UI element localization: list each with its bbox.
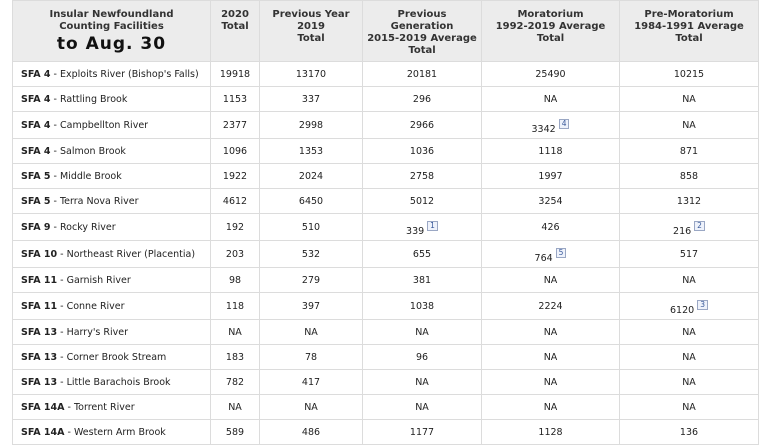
- river-name: - Salmon Brook: [50, 145, 126, 157]
- cell-value: 2966: [409, 119, 435, 131]
- river-name: - Exploits River (Bishop's Falls): [50, 68, 199, 80]
- cell-value: 517: [679, 248, 699, 260]
- facility-name-cell: [13, 164, 211, 189]
- value-2019-cell: [260, 293, 363, 320]
- sfa-code: SFA 13: [21, 376, 58, 388]
- value-2020-cell: [211, 320, 260, 345]
- col-header-moratorium: [482, 1, 620, 62]
- sfa-code: SFA 4: [21, 119, 51, 131]
- cell-value: NA: [304, 326, 318, 338]
- facility-name-cell: [13, 268, 211, 293]
- value-2019-cell: [260, 139, 363, 164]
- value-prev-gen-cell: [363, 164, 482, 189]
- value-2020-cell: [211, 420, 260, 445]
- value-2020-cell: [211, 370, 260, 395]
- value-moratorium-cell: [482, 241, 620, 268]
- value-prev-gen-cell: [363, 320, 482, 345]
- facility-name-cell: [13, 420, 211, 445]
- value-pre-moratorium-cell: [620, 293, 759, 320]
- col-premoratorium-line1: Pre-Moratorium: [644, 9, 734, 20]
- value-2019-cell: [260, 112, 363, 139]
- river-name: - Conne River: [57, 300, 125, 312]
- cell-value: 20181: [406, 68, 438, 80]
- cell-value: 417: [301, 376, 321, 388]
- cell-value: 4612: [222, 195, 248, 207]
- col-moratorium-line3: Total: [536, 33, 565, 44]
- cell-value: 339: [406, 226, 425, 237]
- cell-value: NA: [682, 119, 696, 131]
- footnote-link[interactable]: 2: [694, 221, 705, 231]
- value-moratorium-cell: [482, 320, 620, 345]
- facility-name-cell: [13, 395, 211, 420]
- cell-value: 2024: [298, 170, 324, 182]
- cell-value: 2758: [409, 170, 435, 182]
- cell-value: NA: [543, 351, 558, 363]
- value-2020-cell: [211, 164, 260, 189]
- sfa-code: SFA 5: [21, 195, 51, 207]
- value-2020-cell: [211, 293, 260, 320]
- cell-value: 858: [679, 170, 699, 182]
- cell-value: 6450: [298, 195, 324, 207]
- sfa-code: SFA 13: [21, 326, 58, 338]
- value-2019-cell: [260, 320, 363, 345]
- value-moratorium-cell: [482, 268, 620, 293]
- value-pre-moratorium-cell: [620, 241, 759, 268]
- col-premoratorium-line3: Total: [675, 33, 703, 44]
- value-moratorium-cell: [482, 87, 620, 112]
- value-moratorium-cell: [482, 62, 620, 87]
- col-2020-line1: 2020: [221, 9, 249, 20]
- value-pre-moratorium-cell: [620, 139, 759, 164]
- cell-value: 1177: [409, 426, 435, 438]
- col-prev-gen-line2: 2015-2019 Average: [367, 33, 477, 44]
- table-row: [13, 189, 759, 214]
- value-pre-moratorium-cell: [620, 87, 759, 112]
- river-name: - Harry's River: [57, 326, 129, 338]
- value-pre-moratorium-cell: [620, 345, 759, 370]
- cell-value: 203: [225, 248, 245, 260]
- cell-value: 2377: [222, 119, 248, 131]
- value-2019-cell: [260, 214, 363, 241]
- table-row: [13, 395, 759, 420]
- river-name: - Corner Brook Stream: [57, 351, 167, 363]
- table-body: [13, 62, 759, 445]
- value-moratorium-cell: [482, 139, 620, 164]
- facility-name-cell: [13, 87, 211, 112]
- river-name: - Northeast River (Placentia): [57, 248, 196, 260]
- value-moratorium-cell: [482, 164, 620, 189]
- value-2019-cell: [260, 345, 363, 370]
- sfa-code: SFA 13: [21, 351, 58, 363]
- facility-name-cell: [13, 370, 211, 395]
- value-2020-cell: [211, 87, 260, 112]
- value-2020-cell: [211, 345, 260, 370]
- facility-name-cell: [13, 241, 211, 268]
- cell-value: 486: [301, 426, 321, 438]
- table-row: [13, 268, 759, 293]
- value-prev-gen-cell: [363, 370, 482, 395]
- cell-value: NA: [415, 326, 429, 338]
- cell-value: 6120: [670, 305, 695, 316]
- footnote-link[interactable]: 4: [559, 119, 570, 129]
- value-moratorium-cell: [482, 395, 620, 420]
- river-name: - Torrent River: [64, 401, 135, 413]
- col-moratorium-line2: 1992-2019 Average: [495, 21, 606, 32]
- cell-value: 532: [301, 248, 321, 260]
- facility-name-cell: [13, 62, 211, 87]
- value-pre-moratorium-cell: [620, 214, 759, 241]
- value-prev-gen-cell: [363, 139, 482, 164]
- col-premoratorium-line2: 1984-1991 Average: [634, 21, 744, 32]
- cell-value: 3342: [531, 124, 556, 135]
- cell-value: 764: [534, 253, 553, 264]
- cell-value: 510: [301, 221, 321, 233]
- cell-value: NA: [543, 274, 558, 286]
- value-pre-moratorium-cell: [620, 395, 759, 420]
- value-2020-cell: [211, 268, 260, 293]
- value-moratorium-cell: [482, 370, 620, 395]
- value-pre-moratorium-cell: [620, 164, 759, 189]
- value-moratorium-cell: [482, 189, 620, 214]
- value-moratorium-cell: [482, 214, 620, 241]
- river-name: - Campbellton River: [50, 119, 149, 131]
- cell-value: 192: [225, 221, 245, 233]
- cell-value: NA: [228, 326, 242, 338]
- table-row: [13, 87, 759, 112]
- cell-value: 426: [541, 221, 560, 233]
- facility-name-cell: [13, 139, 211, 164]
- cell-value: 1353: [298, 145, 324, 157]
- sfa-code: SFA 4: [21, 68, 51, 80]
- value-2019-cell: [260, 395, 363, 420]
- sfa-code: SFA 4: [21, 93, 51, 105]
- col-header-previous-generation: [363, 1, 482, 62]
- cell-value: 19918: [219, 68, 251, 80]
- river-name: - Rattling Brook: [50, 93, 128, 105]
- cell-value: 2998: [298, 119, 324, 131]
- value-prev-gen-cell: [363, 112, 482, 139]
- footnote-link[interactable]: 1: [427, 221, 438, 231]
- value-2020-cell: [211, 139, 260, 164]
- value-pre-moratorium-cell: [620, 268, 759, 293]
- value-2020-cell: [211, 189, 260, 214]
- cell-value: 1036: [409, 145, 435, 157]
- cell-value: 3254: [538, 195, 563, 207]
- cell-value: NA: [543, 376, 558, 388]
- cell-value: 2224: [538, 300, 563, 312]
- sfa-code: SFA 9: [21, 221, 51, 233]
- table-row: [13, 370, 759, 395]
- salmon-count-table: [12, 0, 759, 445]
- table-row: [13, 293, 759, 320]
- cell-value: NA: [543, 93, 558, 105]
- footnote-link[interactable]: 5: [556, 248, 567, 258]
- value-2020-cell: [211, 241, 260, 268]
- cell-value: NA: [543, 326, 558, 338]
- table-row: [13, 345, 759, 370]
- facility-name-cell: [13, 345, 211, 370]
- cell-value: NA: [415, 401, 429, 413]
- facility-name-cell: [13, 214, 211, 241]
- cell-value: NA: [682, 326, 696, 338]
- cell-value: NA: [682, 376, 696, 388]
- col-prev-year-line1: Previous Year: [272, 9, 350, 20]
- value-moratorium-cell: [482, 420, 620, 445]
- col-moratorium-line1: Moratorium: [517, 9, 584, 20]
- value-pre-moratorium-cell: [620, 62, 759, 87]
- cell-value: 78: [304, 351, 318, 363]
- value-pre-moratorium-cell: [620, 370, 759, 395]
- value-pre-moratorium-cell: [620, 320, 759, 345]
- table-row: [13, 214, 759, 241]
- value-moratorium-cell: [482, 112, 620, 139]
- cell-value: 1128: [538, 426, 563, 438]
- river-name: - Terra Nova River: [50, 195, 139, 207]
- cell-value: 337: [301, 93, 321, 105]
- cell-value: 183: [225, 351, 245, 363]
- cell-value: 296: [412, 93, 432, 105]
- value-2019-cell: [260, 164, 363, 189]
- value-prev-gen-cell: [363, 268, 482, 293]
- cell-value: 1312: [676, 195, 702, 207]
- cell-value: 279: [301, 274, 321, 286]
- cell-value: 871: [679, 145, 699, 157]
- cell-value: 5012: [409, 195, 435, 207]
- cell-value: NA: [682, 93, 696, 105]
- table-row: [13, 62, 759, 87]
- river-name: - Middle Brook: [50, 170, 122, 182]
- value-prev-gen-cell: [363, 345, 482, 370]
- table-row: [13, 420, 759, 445]
- table-row: [13, 241, 759, 268]
- cell-value: 25490: [535, 68, 566, 80]
- value-2020-cell: [211, 395, 260, 420]
- cell-value: NA: [543, 401, 558, 413]
- cell-value: 136: [679, 426, 699, 438]
- sfa-code: SFA 11: [21, 274, 58, 286]
- sfa-code: SFA 10: [21, 248, 58, 260]
- river-name: - Little Barachois Brook: [57, 376, 171, 388]
- facility-name-cell: [13, 293, 211, 320]
- cell-value: NA: [304, 401, 318, 413]
- sfa-code: SFA 14A: [21, 401, 65, 413]
- value-prev-gen-cell: [363, 293, 482, 320]
- cell-value: 1096: [222, 145, 248, 157]
- sfa-code: SFA 11: [21, 300, 58, 312]
- river-name: - Rocky River: [50, 221, 116, 233]
- col-prev-gen-line3: Total: [408, 45, 436, 56]
- cell-value: NA: [682, 401, 696, 413]
- cell-value: 1997: [538, 170, 563, 182]
- river-name: - Western Arm Brook: [64, 426, 166, 438]
- col-prev-year-line3: Total: [297, 33, 325, 44]
- value-prev-gen-cell: [363, 420, 482, 445]
- value-2020-cell: [211, 62, 260, 87]
- value-moratorium-cell: [482, 293, 620, 320]
- footnote-link[interactable]: 3: [697, 300, 708, 310]
- facility-header-line1: Insular Newfoundland: [49, 9, 174, 20]
- value-prev-gen-cell: [363, 214, 482, 241]
- value-2019-cell: [260, 241, 363, 268]
- table-row: [13, 112, 759, 139]
- cell-value: 1118: [538, 145, 563, 157]
- cell-value: NA: [682, 351, 696, 363]
- value-prev-gen-cell: [363, 395, 482, 420]
- header-row: [13, 1, 759, 62]
- col-header-previous-year: [260, 1, 363, 62]
- value-prev-gen-cell: [363, 62, 482, 87]
- col-prev-year-line2: 2019: [297, 21, 325, 32]
- cell-value: 96: [415, 351, 429, 363]
- col-prev-gen-line1: Previous Generation: [390, 9, 454, 32]
- sfa-code: SFA 14A: [21, 426, 65, 438]
- col-header-pre-moratorium: [620, 1, 759, 62]
- value-pre-moratorium-cell: [620, 112, 759, 139]
- cell-value: 655: [412, 248, 432, 260]
- cell-value: 1038: [409, 300, 435, 312]
- facility-name-cell: [13, 112, 211, 139]
- table-row: [13, 320, 759, 345]
- cell-value: 98: [228, 274, 242, 286]
- value-2019-cell: [260, 87, 363, 112]
- value-2019-cell: [260, 62, 363, 87]
- value-2020-cell: [211, 112, 260, 139]
- cell-value: 1153: [222, 93, 248, 105]
- value-moratorium-cell: [482, 345, 620, 370]
- value-pre-moratorium-cell: [620, 420, 759, 445]
- sfa-code: SFA 4: [21, 145, 51, 157]
- sfa-code: SFA 5: [21, 170, 51, 182]
- date-label: to Aug. 30: [56, 34, 167, 54]
- cell-value: 589: [225, 426, 245, 438]
- value-2019-cell: [260, 268, 363, 293]
- value-prev-gen-cell: [363, 189, 482, 214]
- cell-value: NA: [415, 376, 429, 388]
- value-2019-cell: [260, 420, 363, 445]
- cell-value: 381: [412, 274, 432, 286]
- col-2020-line2: Total: [221, 21, 249, 32]
- cell-value: 10215: [673, 68, 705, 80]
- table-row: [13, 139, 759, 164]
- col-header-2020: [211, 1, 260, 62]
- value-prev-gen-cell: [363, 241, 482, 268]
- table-row: [13, 164, 759, 189]
- river-name: - Garnish River: [57, 274, 131, 286]
- facility-name-cell: [13, 320, 211, 345]
- value-2020-cell: [211, 214, 260, 241]
- value-2019-cell: [260, 189, 363, 214]
- value-2019-cell: [260, 370, 363, 395]
- col-header-facility: [13, 1, 211, 62]
- value-prev-gen-cell: [363, 87, 482, 112]
- cell-value: 216: [673, 226, 692, 237]
- value-pre-moratorium-cell: [620, 189, 759, 214]
- facility-header-line2: Counting Facilities: [59, 21, 164, 32]
- facility-name-cell: [13, 189, 211, 214]
- cell-value: 397: [301, 300, 321, 312]
- cell-value: NA: [682, 274, 696, 286]
- cell-value: 13170: [295, 68, 327, 80]
- cell-value: NA: [228, 401, 242, 413]
- cell-value: 1922: [222, 170, 248, 182]
- cell-value: 782: [225, 376, 245, 388]
- cell-value: 118: [225, 300, 245, 312]
